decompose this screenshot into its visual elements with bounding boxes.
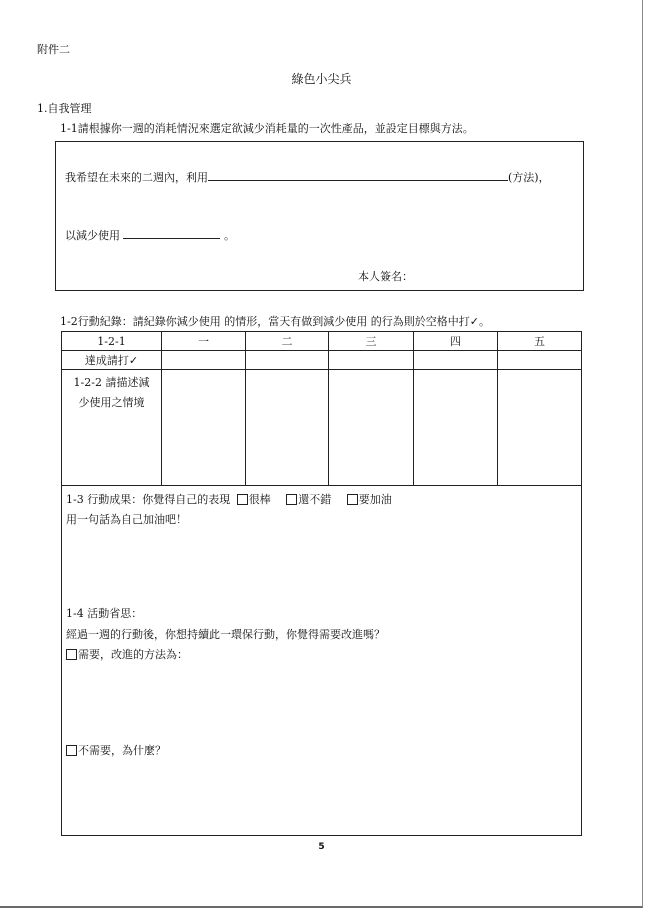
describe-cell[interactable] xyxy=(414,370,498,486)
checkbox-yes[interactable] xyxy=(66,649,77,660)
goal-box xyxy=(55,141,584,291)
reflection-question: 經過一週的行動後，你想持續此一環保行動，你覺得需要改進嗎？ xyxy=(66,628,385,641)
achieved-row xyxy=(62,351,582,370)
achieved-cell[interactable] xyxy=(329,351,414,370)
goal-line-2-prefix: 以減少使用 xyxy=(65,229,120,242)
product-blank[interactable] xyxy=(123,238,220,239)
day-header: 四 xyxy=(414,332,498,351)
day-header: 二 xyxy=(246,332,329,351)
goal-line-1 xyxy=(65,169,550,185)
checkbox-okay[interactable] xyxy=(286,494,297,505)
day-header: 三 xyxy=(329,332,414,351)
achieved-label-cell xyxy=(62,351,162,370)
option-try-harder: 要加油 xyxy=(358,493,392,506)
attachment-label: 附件二 xyxy=(37,43,70,56)
method-blank[interactable] xyxy=(208,180,508,181)
describe-cell[interactable] xyxy=(162,370,246,486)
achieved-cell[interactable] xyxy=(414,351,498,370)
option-no-improvement xyxy=(66,742,166,758)
option-needs-improvement xyxy=(66,646,188,662)
table-header-row xyxy=(62,332,582,351)
day-header: 一 xyxy=(162,332,246,351)
corner-cell: 1-2-1 xyxy=(62,332,162,351)
goal-line-2 xyxy=(65,227,235,243)
goal-line-1-prefix: 我希望在未來的二週內，利用 xyxy=(65,171,208,184)
option-yes-label: 需要，改進的方法為： xyxy=(78,648,188,661)
check-mark-icon: ✓ xyxy=(469,315,479,328)
checkbox-no[interactable] xyxy=(66,745,77,756)
results-heading-line xyxy=(66,491,392,507)
achieved-cell[interactable] xyxy=(498,351,582,370)
achieved-cell[interactable] xyxy=(246,351,329,370)
page-number: 5 xyxy=(318,842,325,852)
goal-line-2-suffix: 。 xyxy=(224,229,235,242)
describe-cell[interactable] xyxy=(329,370,414,486)
describe-row xyxy=(62,370,582,486)
goal-line-1-suffix: (方法)， xyxy=(508,171,550,184)
option-no-label: 不需要，為什麼？ xyxy=(78,744,166,757)
describe-label-cell xyxy=(62,370,162,486)
instruction-1-2 xyxy=(60,313,490,329)
cheer-prompt: 用一句話為自己加油吧！ xyxy=(66,513,187,526)
check-mark-icon: ✓ xyxy=(128,354,139,367)
results-heading: 1-3 行動成果：你覺得自己的表現 xyxy=(66,493,231,506)
checkbox-try-harder[interactable] xyxy=(347,494,358,505)
describe-label-line-2: 少使用之情境 xyxy=(78,396,145,409)
checkbox-great[interactable] xyxy=(237,494,248,505)
describe-cell[interactable] xyxy=(246,370,329,486)
achieved-cell[interactable] xyxy=(162,351,246,370)
option-great: 很棒 xyxy=(248,493,271,506)
results-reflection-box xyxy=(61,486,582,836)
day-header: 五 xyxy=(498,332,582,351)
instruction-1-1: 1-1請根據你一週的消耗情況來選定欲減少消耗量的一次性產品，並設定目標與方法。 xyxy=(60,122,474,135)
reflection-heading: 1-4 活動省思： xyxy=(66,607,143,620)
action-log-table xyxy=(61,331,582,486)
instruction-1-2-tail: 。 xyxy=(478,315,490,328)
section-heading: 1.自我管理 xyxy=(37,102,92,115)
instruction-1-2-text: 1-2行動紀錄：請紀錄你減少使用 的情形，當天有做到減少使用 的行為則於空格中打 xyxy=(60,315,470,328)
describe-label-line-1: 1-2-2 請描述減 xyxy=(73,376,150,389)
achieved-label: 達成請打 xyxy=(84,354,129,367)
page-title: 綠色小尖兵 xyxy=(291,72,352,86)
option-okay: 還不錯 xyxy=(298,493,332,506)
signature-label: 本人簽名： xyxy=(358,270,413,283)
describe-cell[interactable] xyxy=(498,370,582,486)
